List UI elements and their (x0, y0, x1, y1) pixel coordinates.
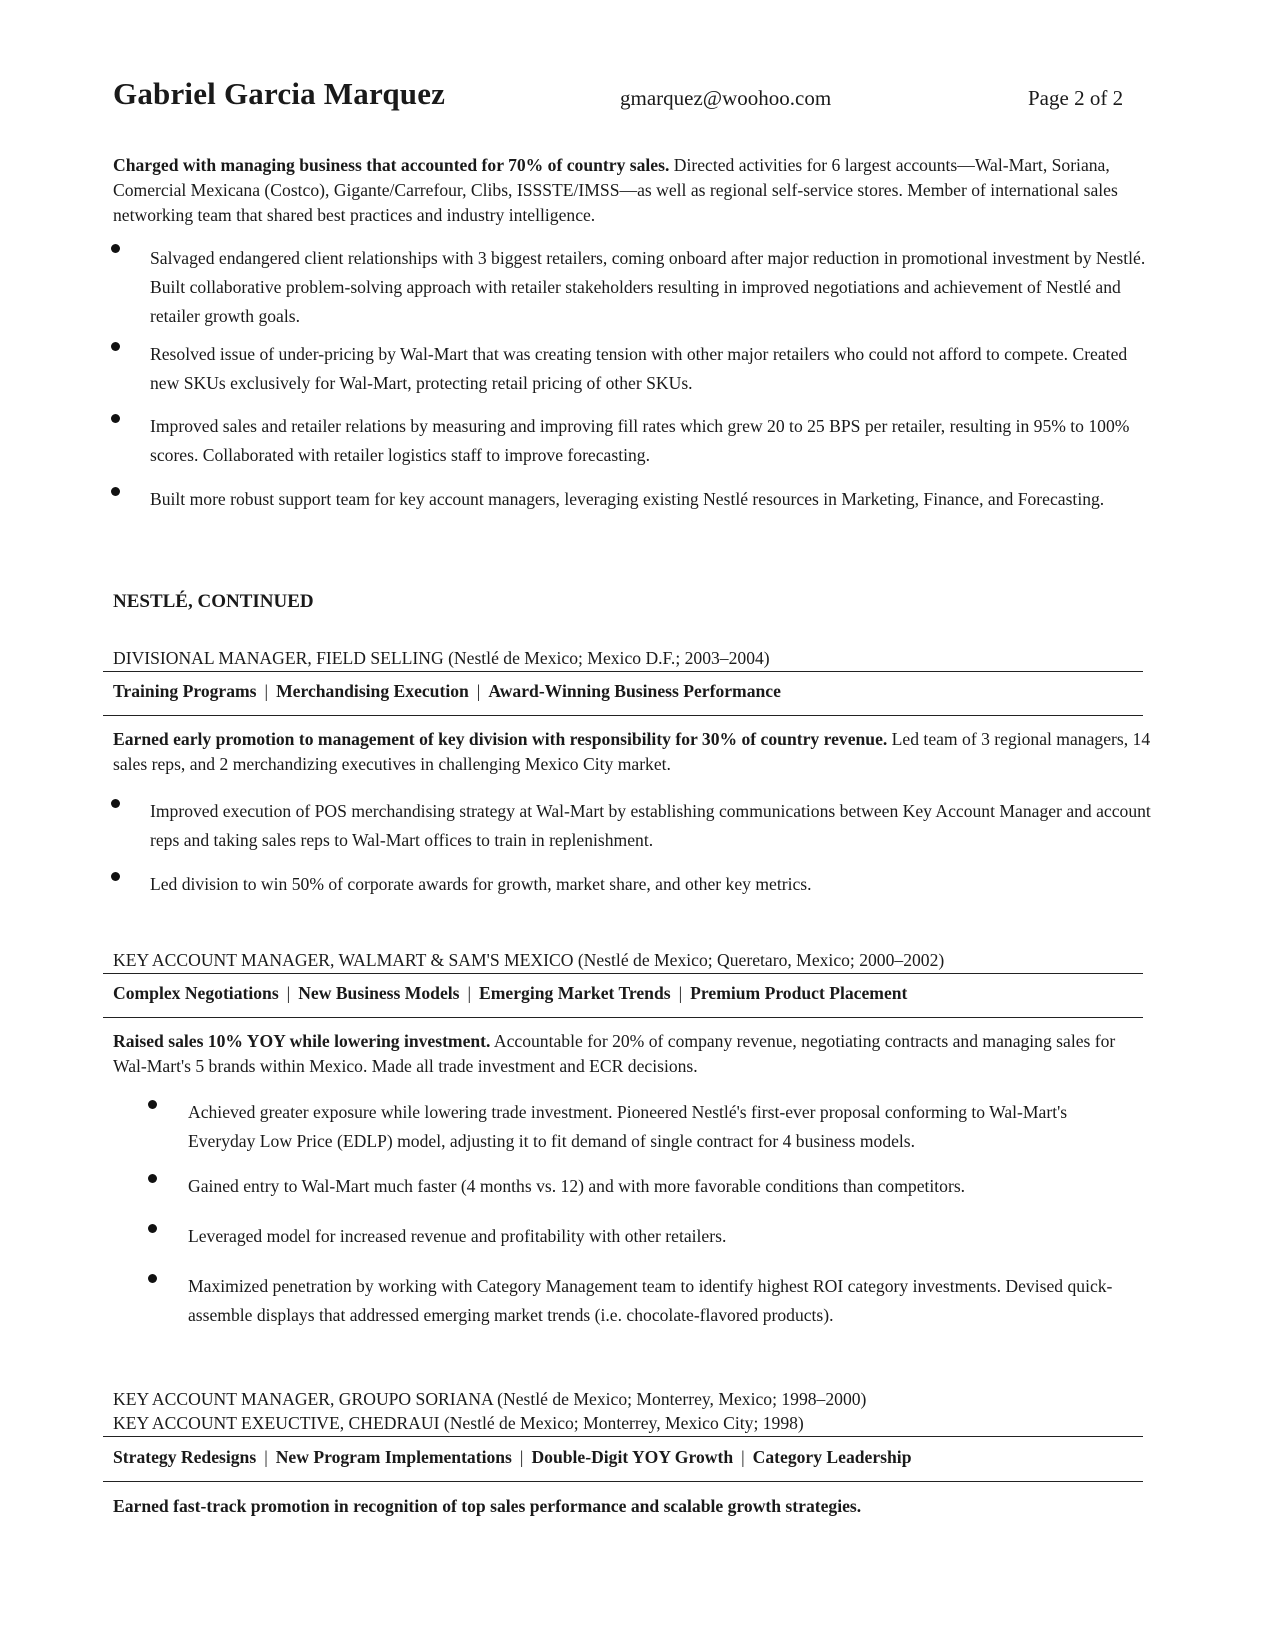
skill: New Business Models (298, 983, 460, 1003)
divider (103, 1436, 1143, 1437)
bullet-icon (111, 872, 120, 881)
skills-bar: Training Programs | Merchandising Execution | Award-Winning Business Performance (113, 681, 781, 701)
list-item: Maximized penetration by working with Category Management team to identify highest ROI category investments. Devised quick-assemble displays that addressed emerging market trends (i.e. chocolate-flavored products). (188, 1276, 1113, 1325)
job-summary-body: Led team of 3 regional managers, 14 sales reps, and 2 merchandizing executives in challenging Mexico City market. (113, 729, 1151, 774)
page-number: Page 2 of 2 (1028, 86, 1124, 110)
intro-lead: Charged with managing business that accounted for 70% of country sales. (113, 155, 670, 175)
job-summary (113, 727, 1153, 777)
list-item: Leveraged model for increased revenue and profitability with other retailers. (188, 1226, 727, 1246)
divider (103, 671, 1143, 672)
skill: New Program Implementations (275, 1447, 512, 1467)
job-summary-body: Accountable for 20% of company revenue, negotiating contracts and managing sales for Wal-Mart's 5 brands within Mexico. Made all trade investment and ECR decisions. (113, 1031, 1116, 1076)
list-item: Improved execution of POS merchandising strategy at Wal-Mart by establishing communications between Key Account Manager and account reps and taking sales reps to Wal-Mart offices to train in replenishment. (150, 801, 1151, 850)
bullet-icon (111, 244, 120, 253)
divider (103, 1017, 1143, 1018)
list-item: Gained entry to Wal-Mart much faster (4 months vs. 12) and with more favorable conditions than competitors. (188, 1176, 966, 1196)
list-item: Salvaged endangered client relationships with 3 biggest retailers, coming onboard after major reduction in promotional investment by Nestlé. Built collaborative problem-solving approach with retailer stakeholders resulting in improved negotiations and achievement of Nestlé and retailer growth goals. (150, 248, 1146, 326)
bullet-icon (111, 487, 120, 496)
skill: Training Programs (113, 681, 257, 701)
bullet-icon (111, 342, 120, 351)
divider (103, 973, 1143, 974)
skill: Strategy Redesigns (113, 1447, 257, 1467)
skill: Award-Winning Business Performance (488, 681, 781, 701)
job-detail: (Nestlé de Mexico; Monterrey, Mexico; 1998–2000) (492, 1389, 867, 1409)
job-detail: (Nestlé de Mexico; Queretaro, Mexico; 2000–2002) (573, 950, 945, 970)
skill: Double-Digit YOY Growth (531, 1447, 734, 1467)
job-summary-lead: Earned fast-track promotion in recognition of top sales performance and scalable growth strategies. (113, 1496, 862, 1516)
job-title (113, 646, 770, 670)
job-summary (113, 1494, 1153, 1519)
email-address[interactable]: gmarquez@woohoo.com (620, 86, 832, 110)
job-title-text: KEY ACCOUNT MANAGER, WALMART & SAM'S MEXICO (113, 950, 574, 970)
divider (103, 1481, 1143, 1482)
skills-bar: Strategy Redesigns | New Program Implementations | Double-Digit YOY Growth | Category Leadership (113, 1447, 912, 1467)
job-detail: (Nestlé de Mexico; Mexico D.F.; 2003–2004) (443, 648, 770, 668)
job-title (113, 1411, 804, 1435)
skill: Premium Product Placement (690, 983, 908, 1003)
bullet-icon (148, 1224, 157, 1233)
bullet-icon (148, 1174, 157, 1183)
bullet-icon (148, 1274, 157, 1283)
candidate-name: Gabriel Garcia Marquez (113, 76, 446, 111)
job-title (113, 948, 944, 972)
job-summary (113, 1029, 1153, 1079)
job-title-text: KEY ACCOUNT EXEUCTIVE, CHEDRAUI (113, 1413, 440, 1433)
job-title (113, 1387, 866, 1411)
list-item: Achieved greater exposure while lowering trade investment. Pioneered Nestlé's first-ever proposal conforming to Wal-Mart's Everyday Low Price (EDLP) model, adjusting it to fit demand of single contract for 4 business models. (188, 1102, 1068, 1151)
job-summary-lead: Raised sales 10% YOY while lowering investment. (113, 1031, 491, 1051)
list-item: Improved sales and retailer relations by measuring and improving fill rates which grew 20 to 25 BPS per retailer, resulting in 95% to 100% scores. Collaborated with retailer logistics staff to improve forecasting. (150, 416, 1130, 465)
section-title: NESTLÉ, CONTINUED (113, 591, 314, 612)
divider (103, 715, 1143, 716)
skills-bar: Complex Negotiations | New Business Models | Emerging Market Trends | Premium Product Placement (113, 983, 908, 1003)
job-title-text: DIVISIONAL MANAGER, FIELD SELLING (113, 648, 444, 668)
bullet-icon (111, 799, 120, 808)
skill: Emerging Market Trends (479, 983, 671, 1003)
job-title-text: KEY ACCOUNT MANAGER, GROUPO SORIANA (113, 1389, 493, 1409)
intro-body: Directed activities for 6 largest accounts—Wal-Mart, Soriana, Comercial Mexicana (Costco), Gigante/Carrefour, Clibs, ISSSTE/IMSS—as well as regional self-service stores. Member of international sales networking team that shared best practices and industry intelligence. (113, 155, 1118, 225)
job-summary-lead: Earned early promotion to management of key division with responsibility for 30% of country revenue. (113, 729, 888, 749)
skill: Category Leadership (752, 1447, 912, 1467)
skill: Merchandising Execution (276, 681, 469, 701)
bullet-icon (111, 414, 120, 423)
list-item: Led division to win 50% of corporate awards for growth, market share, and other key metrics. (150, 874, 812, 894)
bullet-icon (148, 1100, 157, 1109)
list-item: Resolved issue of under-pricing by Wal-Mart that was creating tension with other major retailers who could not afford to compete. Created new SKUs exclusively for Wal-Mart, protecting retail pricing of other SKUs. (150, 344, 1128, 393)
list-item: Built more robust support team for key account managers, leveraging existing Nestlé resources in Marketing, Finance, and Forecasting. (150, 489, 1105, 509)
job-detail: (Nestlé de Mexico; Monterrey, Mexico City; 1998) (439, 1413, 804, 1433)
skill: Complex Negotiations (113, 983, 279, 1003)
intro-paragraph (113, 153, 1153, 228)
